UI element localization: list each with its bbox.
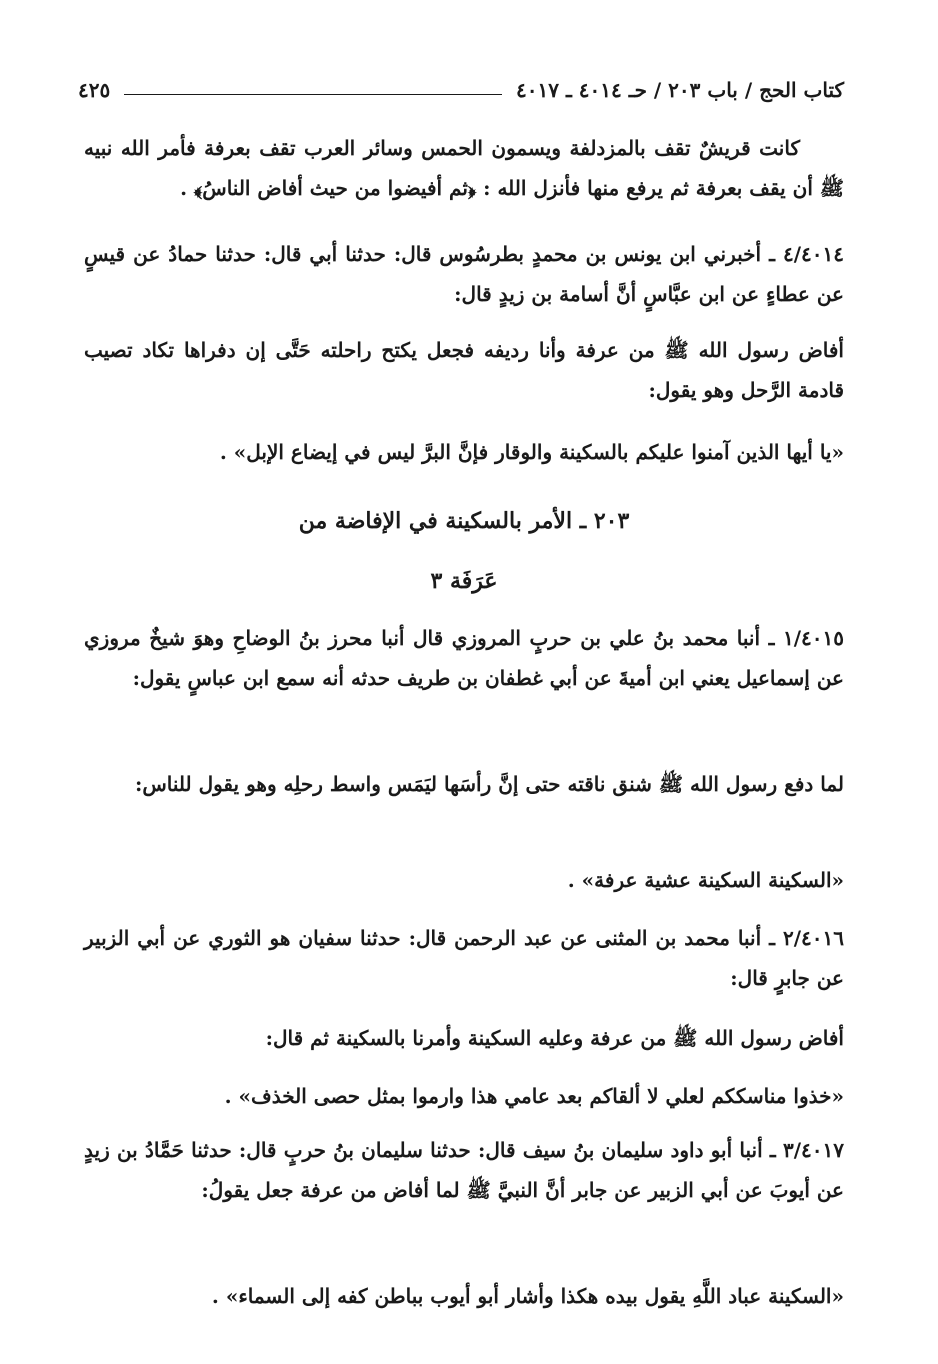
paragraph-intro: كانت قريشٌ تقف بالمزدلفة ويسمون الحمس وسائر العرب تقف بعرفة فأمر الله نبيه ﷺ أن يقف بعرفة ثم يرفع منها فأنزل الله : ﴿ثم أفيضوا من حيث أفاض الناسُ﴾ . <box>84 136 844 200</box>
hadith-4014-quote: «يا أيها الذين آمنوا عليكم بالسكينة والوقار فإنَّ البرَّ ليس في إيضاع الإبل» . <box>219 440 844 464</box>
hadith-4014-text: أفاض رسول الله ﷺ من عرفة وأنا رديفه فجعل يكتح راحلته حَتَّى إن دفراها تكاد تصيب قادمة الرَّحل وهو يقول: <box>84 338 844 402</box>
page-number: ٤٢٥ <box>78 78 111 102</box>
hadith-4015-isnad: ١/٤٠١٥ ـ أنبا محمد بنُ علي بن حربٍ المروزي قال أنبا محرز بنُ الوضاحِ وهوَ شيخٌ مروزي عن إسماعيل يعني ابن أميةَ عن أبي غطفان بن طريف حدثه أنه سمع ابن عباسٍ يقول: <box>84 626 844 690</box>
header-rule <box>124 94 502 95</box>
hadith-4015-text: لما دفع رسول الله ﷺ شنق ناقته حتى إنَّ رأسَها ليَمَس واسط رحلِه وهو يقول للناس: <box>134 772 844 796</box>
header-title: كتاب الحج / باب ٢٠٣ / حـ ٤٠١٤ ـ ٤٠١٧ <box>516 78 844 102</box>
hadith-4017-quote: «السكينة عباد اللَّهِ يقول بيده هكذا وأشار أبو أيوب بباطن كفه إلى السماء» . <box>211 1284 844 1308</box>
chapter-heading: ٢٠٣ ـ الأمر بالسكينة في الإفاضة من <box>298 508 630 534</box>
hadith-4017-isnad: ٣/٤٠١٧ ـ أنبا أبو داود سليمان بنُ سيف قال: حدثنا سليمان بنُ حربٍ قال: حدثنا حَمَّادُ بن زيدٍ عن أيوبَ عن أبي الزبير عن جابر أنَّ النبيَّ ﷺ لما أفاض من عرفة جعل يقولُ: <box>84 1138 844 1202</box>
hadith-4015-quote: «السكينة السكينة عشية عرفة» . <box>567 868 844 892</box>
chapter-heading-line2: عَرَفَة ٣ <box>430 568 498 594</box>
hadith-4016-text: أفاض رسول الله ﷺ من عرفة وعليه السكينة وأمرنا بالسكينة ثم قال: <box>265 1026 844 1050</box>
hadith-4016-quote: «خذوا مناسككم لعلي لا ألقاكم بعد عامي هذا وارموا بمثل حصى الخذف» . <box>224 1084 844 1108</box>
hadith-4016-isnad: ٢/٤٠١٦ ـ أنبا محمد بن المثنى عن عبد الرحمن قال: حدثنا سفيان هو الثوري عن أبي الزبير عن جابرٍ قال: <box>84 926 844 990</box>
running-header <box>78 72 844 108</box>
hadith-4014-isnad: ٤/٤٠١٤ ـ أخبرني ابن يونس بن محمدٍ بطرسُوس قال: حدثنا أبي قال: حدثنا حمادُ عن قيسٍ عن عطاءٍ عن ابن عبَّاسٍ أنَّ أسامة بن زيدٍ قال: <box>84 242 844 306</box>
